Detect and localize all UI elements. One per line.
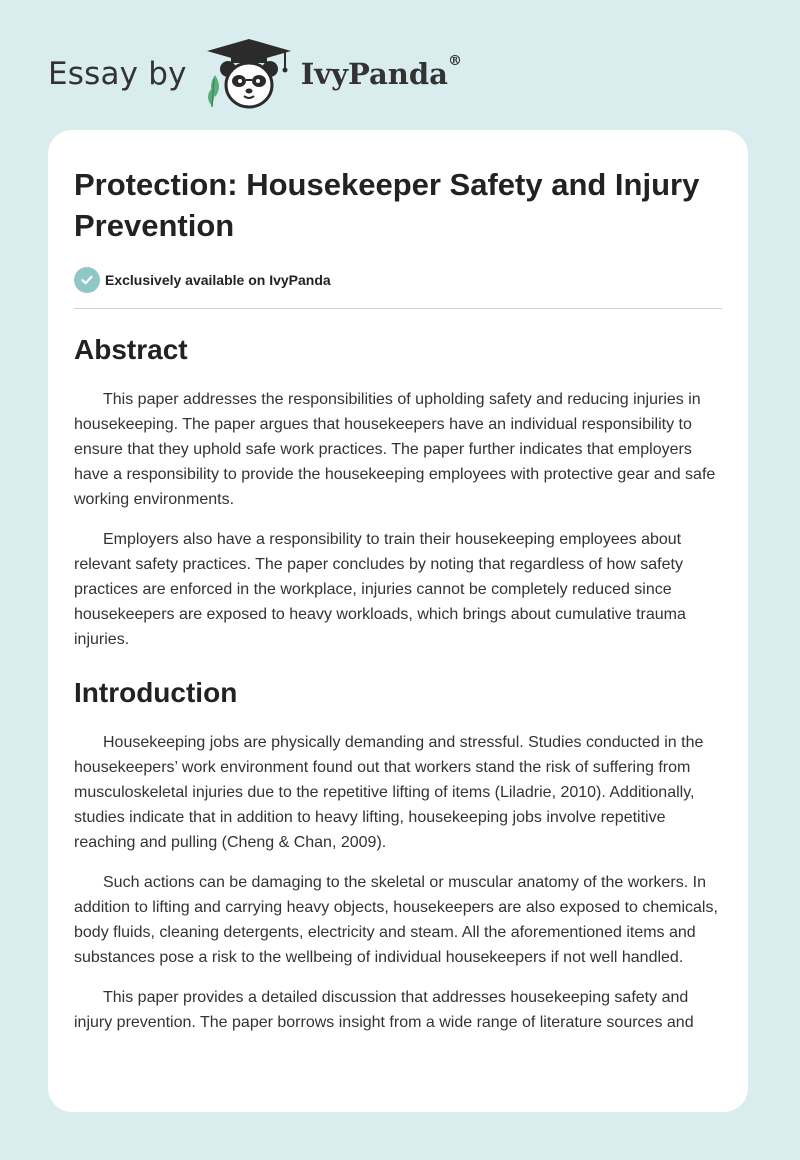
brand-name-text: IvyPanda <box>300 57 448 91</box>
introduction-paragraph: Such actions can be damaging to the skeletal or muscular anatomy of the workers. In addition to lifting and carrying heavy objects, housekeepers are also exposed to chemicals, body fluids, cleaning detergents, electricity and steam. All the aforementioned items and substances pose a risk to the wellbeing of individual housekeepers if not well handled. <box>74 874 718 966</box>
article-card <box>48 130 748 1112</box>
check-circle-icon <box>74 267 100 293</box>
brand-prefix: Essay by <box>48 56 187 92</box>
article-title: Protection: Housekeeper Safety and Injury Prevention <box>74 167 700 243</box>
introduction-paragraph: This paper provides a detailed discussion that addresses housekeeping safety and injury prevention. The paper borrows insight from a wide range of literature sources and <box>74 989 694 1031</box>
registered-mark: ® <box>447 53 462 69</box>
abstract-paragraph: Employers also have a responsibility to train their housekeeping employees about relevant safety practices. The paper concludes by noting that regardless of how safety practices are enforced in the workplace, injuries cannot be completely reduced since housekeepers are exposed to heavy workloads, which brings about cumulative trauma injuries. <box>74 531 686 648</box>
brand-name <box>300 53 462 91</box>
section-heading-introduction: Introduction <box>74 677 238 708</box>
introduction-paragraph: Housekeeping jobs are physically demanding and stressful. Studies conducted in the housekeepers’ work environment found out that workers stand the risk of suffering from musculoskeletal injuries due to the repetitive lifting of items (Liladrie, 2010). Additionally, studies indicate that in addition to heavy lifting, housekeeping jobs involve repetitive reaching and pulling (Cheng & Chan, 2009). <box>74 734 704 851</box>
brand-header[interactable] <box>48 34 462 114</box>
exclusive-label: Exclusively available on IvyPanda <box>105 272 331 288</box>
divider <box>74 308 722 309</box>
section-heading-abstract: Abstract <box>74 334 188 365</box>
exclusive-badge <box>74 266 722 294</box>
abstract-paragraph: This paper addresses the responsibilities of upholding safety and reducing injuries in housekeeping. The paper argues that housekeepers have an individual responsibility to ensure that they uphold safe work practices. The paper further indicates that employers have a responsibility to provide the housekeeping employees with protective gear and safe working environments. <box>74 391 716 508</box>
panda-graduate-icon <box>201 35 297 113</box>
